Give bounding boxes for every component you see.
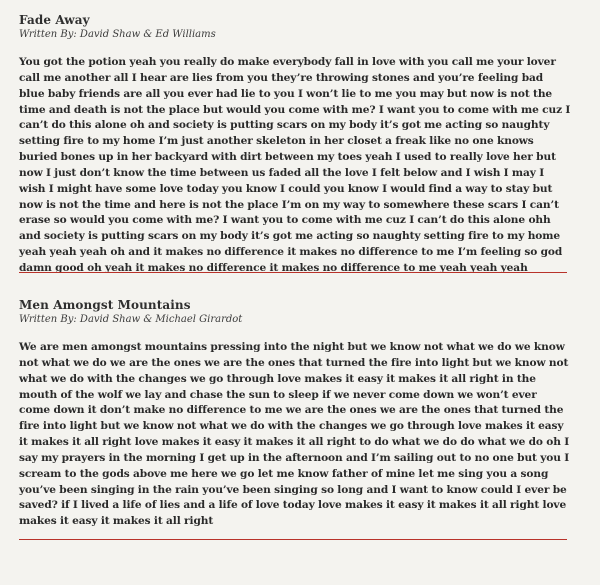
song-lyrics: We are men amongst mountains pressing into the night but we know not what we do we know not what we do we are the ones we are the ones that turned the fire into light but we know not what we do with the changes we go through love makes it easy it makes it all right in the mouth of the wolf we lay and chase the sun to sleep if we never come down we won’t ever come down it don’t make no difference to me we are the ones we are the ones that turned the fire into light but we know not what we do with the changes we go through love makes it easy it makes it all right love makes it easy it makes it all right to do what we do do what we do oh I say my prayers in the morning I get up in the afternoon and I’m sailing out to no one but you I scream to the gods above me here we go let me know father of mine let me sing you a song you’ve been singing in the rain you’ve been singing so long and I want to know could I ever be saved? if I lived a life of lies and a life of love today love makes it easy it makes it all right love makes it easy it makes it all right	[19, 341, 570, 528]
section-divider	[19, 272, 567, 273]
section-divider	[19, 539, 567, 540]
song-men-amongst-mountains	[19, 297, 571, 530]
song-credit: Written By: David Shaw & Michael Girardot	[19, 314, 243, 325]
song-credit: Written By: David Shaw & Ed Williams	[19, 29, 216, 40]
song-lyrics: You got the potion yeah you really do make everybody fall in love with you call me your lover call me another all I hear are lies from you they’re throwing stones and you’re feeling bad blue baby friends are all you ever had lie to you I won’t lie to me you may but now is not the time and death is not the place but would you come with me? I want you to come with me cuz I can’t do this alone oh and society is putting scars on my body it’s got me acting so naughty setting fire to my home I’m just another skeleton in her closet a freak like no one knows buried bones up in her backyard with dirt between my toes yeah I used to really love her but now I just don’t know the time between us faded all the love I felt below and I wish I may I wish I might have some love today you know I could you know I would find a way to stay but now is not the time and here is not the place I’m on my way to somewhere these scars I can’t erase so would you come with me? I want you to come with me cuz I can’t do this alone ohh and society is putting scars on my body it’s got me acting so naughty setting fire to my home yeah yeah yeah oh and it makes no difference it makes no difference to me I’m feeling so god damn good oh yeah it makes no difference it makes no difference to me yeah yeah yeah	[19, 56, 571, 274]
song-title: Fade Away	[19, 13, 90, 27]
song-title: Men Amongst Mountains	[19, 298, 191, 312]
song-fade-away	[19, 12, 571, 277]
